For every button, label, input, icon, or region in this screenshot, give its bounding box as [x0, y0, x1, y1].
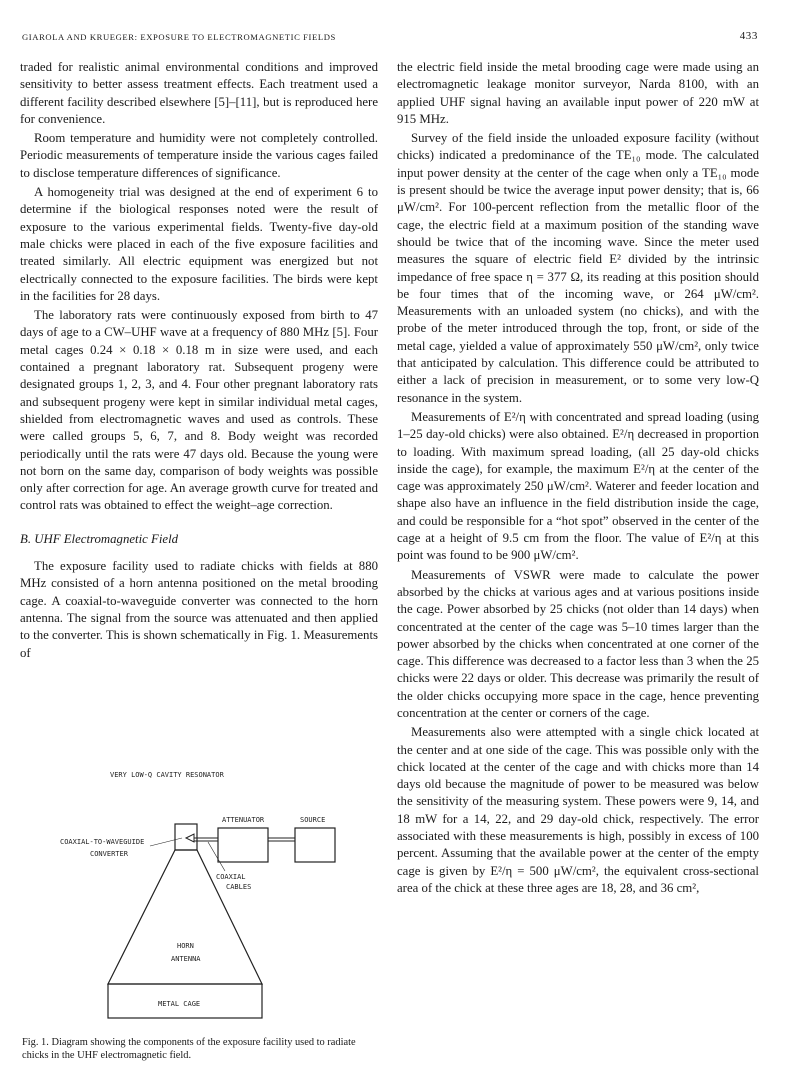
converter-label-line-2: CONVERTER	[90, 850, 128, 858]
figure-caption: Fig. 1. Diagram showing the components of the exposure facility used to radiate chicks in the UHF electromagnetic field.	[22, 1037, 356, 1061]
page-number: 433	[739, 30, 758, 42]
converter-label-line-1: COAXIAL-TO-WAVEGUIDE	[60, 838, 145, 846]
right-paragraph-2: Survey of the field inside the unloaded exposure facility (without chicks) indicated a predominance of the TE₁₀ mode. The calculated input power density at the center of the cage when only a TE₁₀ mode is present should be twice the average input power density; that is, 66 μW/cm². For 100-percent reflection from the metallic floor of the cage, the electric field at a maximum position of the standing wave should be twice that of the incoming wave. Since the meter used measures the square of electric field E² divided by the intrinsic impedance of free space η = 377 Ω, its reading at this position should be four times that of the incoming wave, or 264 μW/cm². Measurements with an unloaded system (no chicks), and with the probe of the meter introduced through the top, front, or side of the metal cage, yielded a value of approximately 550 μW/cm², only twice that anticipated by calculation. This difference could be attributed to either a lack of precision in measurement, or to some very low-Q resonance in the system.	[397, 131, 759, 405]
converter-leader-line	[150, 838, 182, 846]
cage-label: METAL CAGE	[158, 1000, 201, 1008]
right-paragraph-5: Measurements also were attempted with a single chick located at the center and at one side of the cage. This was possible only with the chick located at the center of the cage and with chicks more than 14 days old because the magnitude of power to be measured was below the sensitivity of the measuring system. These powers were 9, 14, and 18 mW for a 14, 22, and 29 day-old chick, respectively. The error associated with these measurements is high, possibly in excess of 100 percent. Assuming that the available power at the center of the empty cage is given by E²/η = 500 μW/cm², the equivalent cross-sectional area of the chick at these three ages are 18, 28, and 36 cm²,	[397, 725, 759, 895]
cables-leader-line	[208, 842, 225, 871]
source-box	[295, 828, 335, 862]
horn-label-line-1: HORN	[177, 942, 194, 950]
probe-icon	[186, 834, 194, 842]
figure-1	[20, 766, 378, 1066]
left-paragraph-2: Room temperature and humidity were not completely controlled. Periodic measurements of temperature inside the various cages failed to disclose temperature differences of significance.	[20, 131, 378, 180]
left-paragraph-3: A homogeneity trial was designed at the end of experiment 6 to determine if the biological responses noted were the result of exposure to the various experimental fields. Twenty-five day-old male chicks were placed in each of the five exposure facilities and treated similarly. All electric equipment was energized but not electrically connected to the exposure facilities. The birds were kept in the facilities for 28 days.	[20, 185, 378, 303]
attenuator-box	[218, 828, 268, 862]
horn-label-line-2: ANTENNA	[171, 955, 201, 963]
right-paragraph-4: Measurements of VSWR were made to calculate the power absorbed by the chicks at various ages and at various positions inside the cage. Power absorbed by 25 chicks (not older than 14 days) when concentrated at the center of the cage was 5–10 times larger than the power absorbed by the chicks when concentrated at one corner of the cage. This difference was decreased to a factor less than 3 when the 25 chicks were 22 days or older. This decrease was primarily the result of the older chicks occupying more space in the cage, hence preventing concentration at the center or corners of the cage.	[397, 567, 759, 720]
cables-label-line-1: COAXIAL	[216, 873, 246, 881]
exposure-facility-diagram	[20, 766, 378, 1036]
source-label: SOURCE	[300, 816, 326, 824]
left-paragraph-1: traded for realistic animal environmental conditions and improved sensitivity to better assess treatment effects. Each treatment used a different facility described elsewhere [5]–[11], but is reproduced here for convenience.	[20, 60, 378, 126]
left-paragraph-4: The laboratory rats were continuously exposed from birth to 47 days of age to a CW–UHF wave at a frequency of 880 MHz [5]. Four metal cages 0.24 × 0.18 × 0.18 m in size were used, and each contained a pregnant laboratory rat. Subsequent progeny were designated groups 1, 2, 3, and 4. Four other pregnant laboratory rats and subsequent progeny were kept in similar individual metal cages, shielded from electromagnetic waves and used as controls. These were called groups 5, 6, 7, and 8. Body weight was recorded periodically until the rats were 47 days old. Because the young were not born on the same day, comparison of body weights was possible only after correction for age. An average growth curve for treated and control rats was obtained to effect the weight–age correction.	[20, 308, 378, 513]
left-paragraph-5: The exposure facility used to radiate chicks with fields at 880 MHz consisted of a horn antenna positioned on the metal brooding cage. A coaxial-to-waveguide converter was connected to the horn antenna. The signal from the source was attenuated and then applied to the converter. This is shown schematically in Fig. 1. Measurements of	[20, 559, 378, 660]
cables-label-line-2: CABLES	[226, 883, 252, 891]
running-header	[22, 30, 758, 46]
horn-antenna-shape	[108, 850, 262, 984]
left-column	[20, 59, 378, 662]
right-paragraph-1: the electric field inside the metal brooding cage were made using an electromagnetic leakage monitor surveyor, Narda 8100, with an applied UHF signal having an available input power of 220 mW at 915 MHz.	[397, 60, 759, 126]
running-head: GIAROLA AND KRUEGER: EXPOSURE TO ELECTROMAGNETIC FIELDS	[22, 32, 336, 42]
right-paragraph-3: Measurements of E²/η with concentrated and spread loading (using 1–25 day-old chicks) were also obtained. E²/η decreased in proportion to loading. With maximum spread loading, (all 25 day-old chicks inside the cage), for example, the maximum E²/η at the center of the cage was approximately 250 μW/cm². Waterer and feeder location and shape also have an influence in the field distribution inside the cage, and could be responsible for a “hot spot” observed in the center of the cage at a height of 9.5 cm from the floor. The value of E²/η at this point was found to be 900 μW/cm².	[397, 409, 759, 563]
attenuator-label: ATTENUATOR	[222, 816, 265, 824]
figure-title: VERY LOW-Q CAVITY RESONATOR	[110, 771, 224, 779]
right-column	[397, 59, 759, 897]
section-heading: B. UHF Electromagnetic Field	[20, 531, 179, 546]
